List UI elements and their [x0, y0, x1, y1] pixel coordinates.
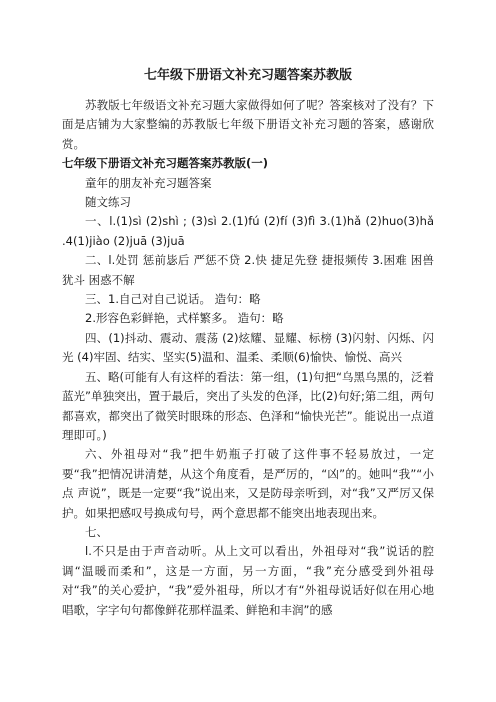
paragraph: 五、略(可能有人有这样的看法：第一组，(1)句把“乌黑乌黑的，泛着蓝光”单独突出，置于最后，突出了头发的色泽，比(2)句好;第二组，两句都喜欢，都突出了微笑时眼珠的形态、色泽和“愉快光芒”。能说出一点道理即可。)	[62, 369, 434, 442]
paragraph: 随文练习	[85, 195, 131, 210]
paragraph: 童年的朋友补充习题答案	[85, 175, 212, 190]
paragraph: 2.形容色彩鲜艳，式样繁多。 造句：略	[85, 311, 284, 326]
page-title: 七年级下册语文补充习题答案苏教版	[143, 68, 352, 83]
section-heading: 七年级下册语文补充习题答案苏教版(一)	[62, 156, 269, 171]
paragraph: 三、1.自己对自己说话。 造句：略	[85, 292, 261, 307]
paragraph: l.不只是由于声音动听。从上文可以看出，外祖母对“我”说话的腔调“温暖而柔和”，这是一方面，另一方面，“我”充分感受到外祖母对“我”的关心爱护，“我”爱外祖母，所以才有“外祖母说话好似在用心地唱歌，字字句句都像鲜花那样温柔、鲜艳和丰润”的感	[62, 544, 434, 617]
paragraph: 苏教版七年级语文补充习题大家做得如何了呢？答案核对了没有？下面是店铺为大家整编的苏教版七年级下册语文补充习题的答案，感谢欣赏。	[62, 98, 434, 151]
paragraph: 六、外祖母对“我”把牛奶瓶子打破了这件事不轻易放过，一定要“我”把情况讲清楚，从这个角度看，是严厉的，“凶”的。她叫“我”“小点 声说”，既是一定要“我”说出来，又是防母亲听到，对“我”又严厉又保护。如果把感叹号换成句号，两个意思都不能突出地表现出来。	[62, 447, 434, 520]
paragraph: 二、l.处罚 惩前毖后 严惩不贷 2.快 捷足先登 捷报频传 3.困难 困兽犹斗 困惑不解	[62, 253, 434, 287]
document-body	[62, 96, 434, 620]
paragraph: 四、(1)抖动、震动、震荡 (2)炫耀、显耀、标榜 (3)闪射、闪烁、闪光 (4)牢固、结实、坚实(5)温和、温柔、柔顺(6)愉快、愉悦、高兴	[62, 330, 434, 365]
paragraph: 七、	[85, 524, 108, 539]
paragraph: 一、l.(1)sì (2)shì ; (3)sì 2.(1)fú (2)fí (3)fì 3.(1)hǎ (2)huo(3)hǎ .4(1)jiào (2)juā (3)juā	[62, 214, 434, 248]
